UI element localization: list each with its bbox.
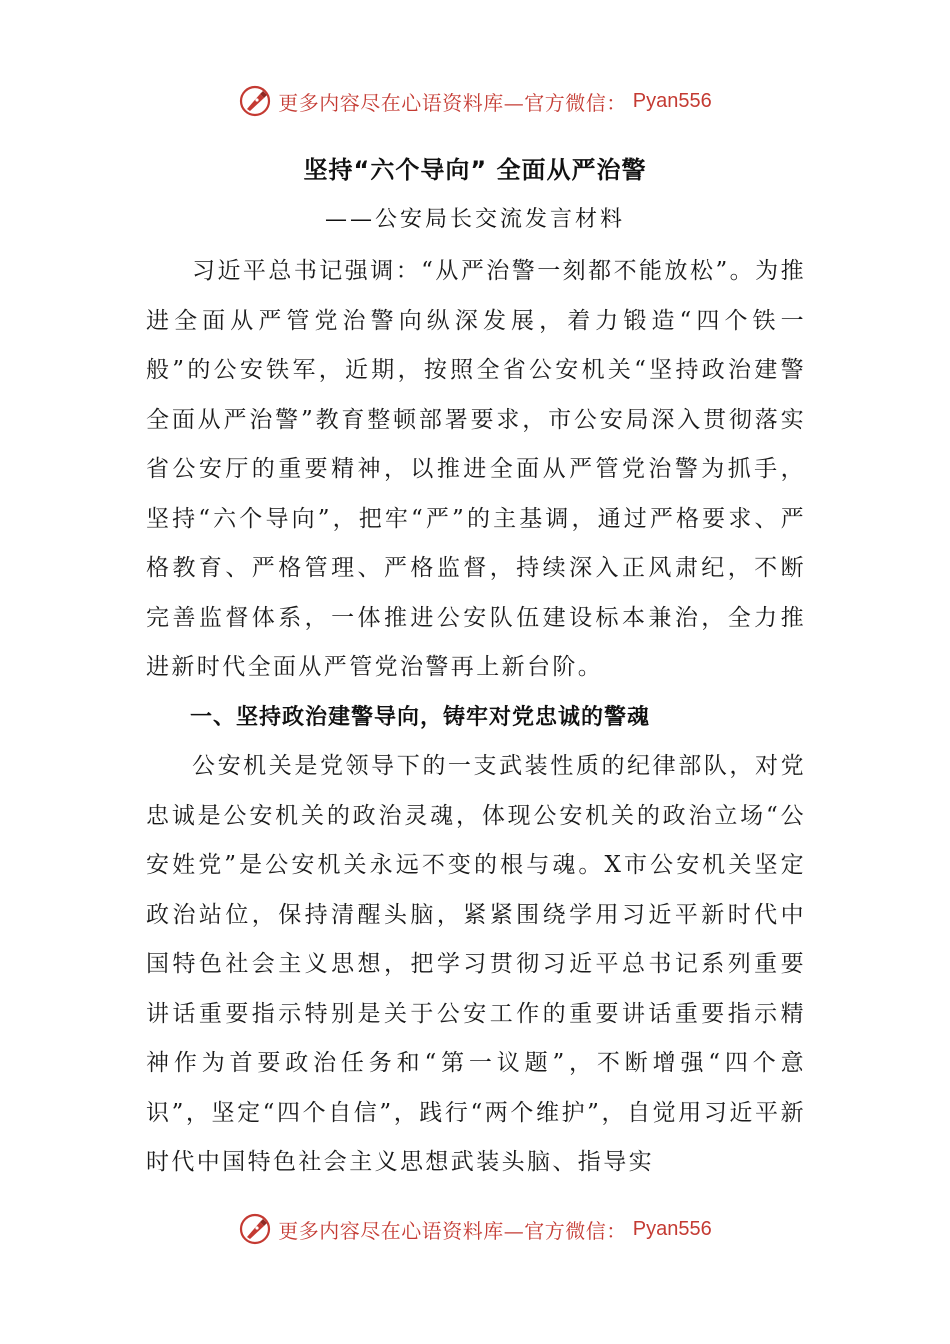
section-paragraph: 公安机关是党领导下的一支武装性质的纪律部队，对党忠诚是公安机关的政治灵魂，体现公安机关的政治立场“公安姓党”是公安机关永远不变的根与魂。X市公安机关坚定政治站位，保持清醒头脑，紧紧围绕学用习近平新时代中国特色社会主义思想，把学习贯彻习近平总书记系列重要讲话重要指示特别是关于公安工作的重要讲话重要指示精神作为首要政治任务和“第一议题”，不断增强“四个意识”，坚定“四个自信”，践行“两个维护”，自觉用习近平新时代中国特色社会主义思想武装头脑、指导实 [146, 753, 806, 1175]
document-subtitle: ——公安局长交流发言材料 [324, 207, 625, 232]
intro-paragraph: 习近平总书记强调：“从严治警一刻都不能放松”。为推进全面从严管党治警向纵深发展，着力锻造“四个铁一般”的公安铁军，近期，按照全省公安机关“坚持政治建警全面从严治警”教育整顿部署要求，市公安局深入贯彻落实省公安厅的重要精神，以推进全面从严管党治警为抓手，坚持“六个导向”，把牢“严”的主基调，通过严格要求、严格教育、严格管理、严格监督，持续深入正风肃纪，不断完善监督体系，一体推进公安队伍建设标本兼治，全力推进新时代全面从严管党治警再上新台阶。 [146, 258, 806, 680]
fountain-pen-logo-icon [238, 84, 272, 118]
document-title: 坚持“六个导向” 全面从严治警 [303, 156, 647, 184]
watermark-text: 更多内容尽在心语资料库—官方微信： [278, 1218, 627, 1243]
watermark-header [0, 84, 950, 118]
fountain-pen-logo-icon [238, 1212, 272, 1246]
document-body [146, 247, 806, 1188]
watermark-wechat-id: Pyan556 [632, 1217, 712, 1240]
watermark-footer [0, 1212, 950, 1246]
section-heading: 一、坚持政治建警导向，铸牢对党忠诚的警魂 [190, 704, 651, 730]
watermark-wechat-id: Pyan556 [632, 89, 712, 112]
watermark-text: 更多内容尽在心语资料库—官方微信： [278, 90, 627, 115]
